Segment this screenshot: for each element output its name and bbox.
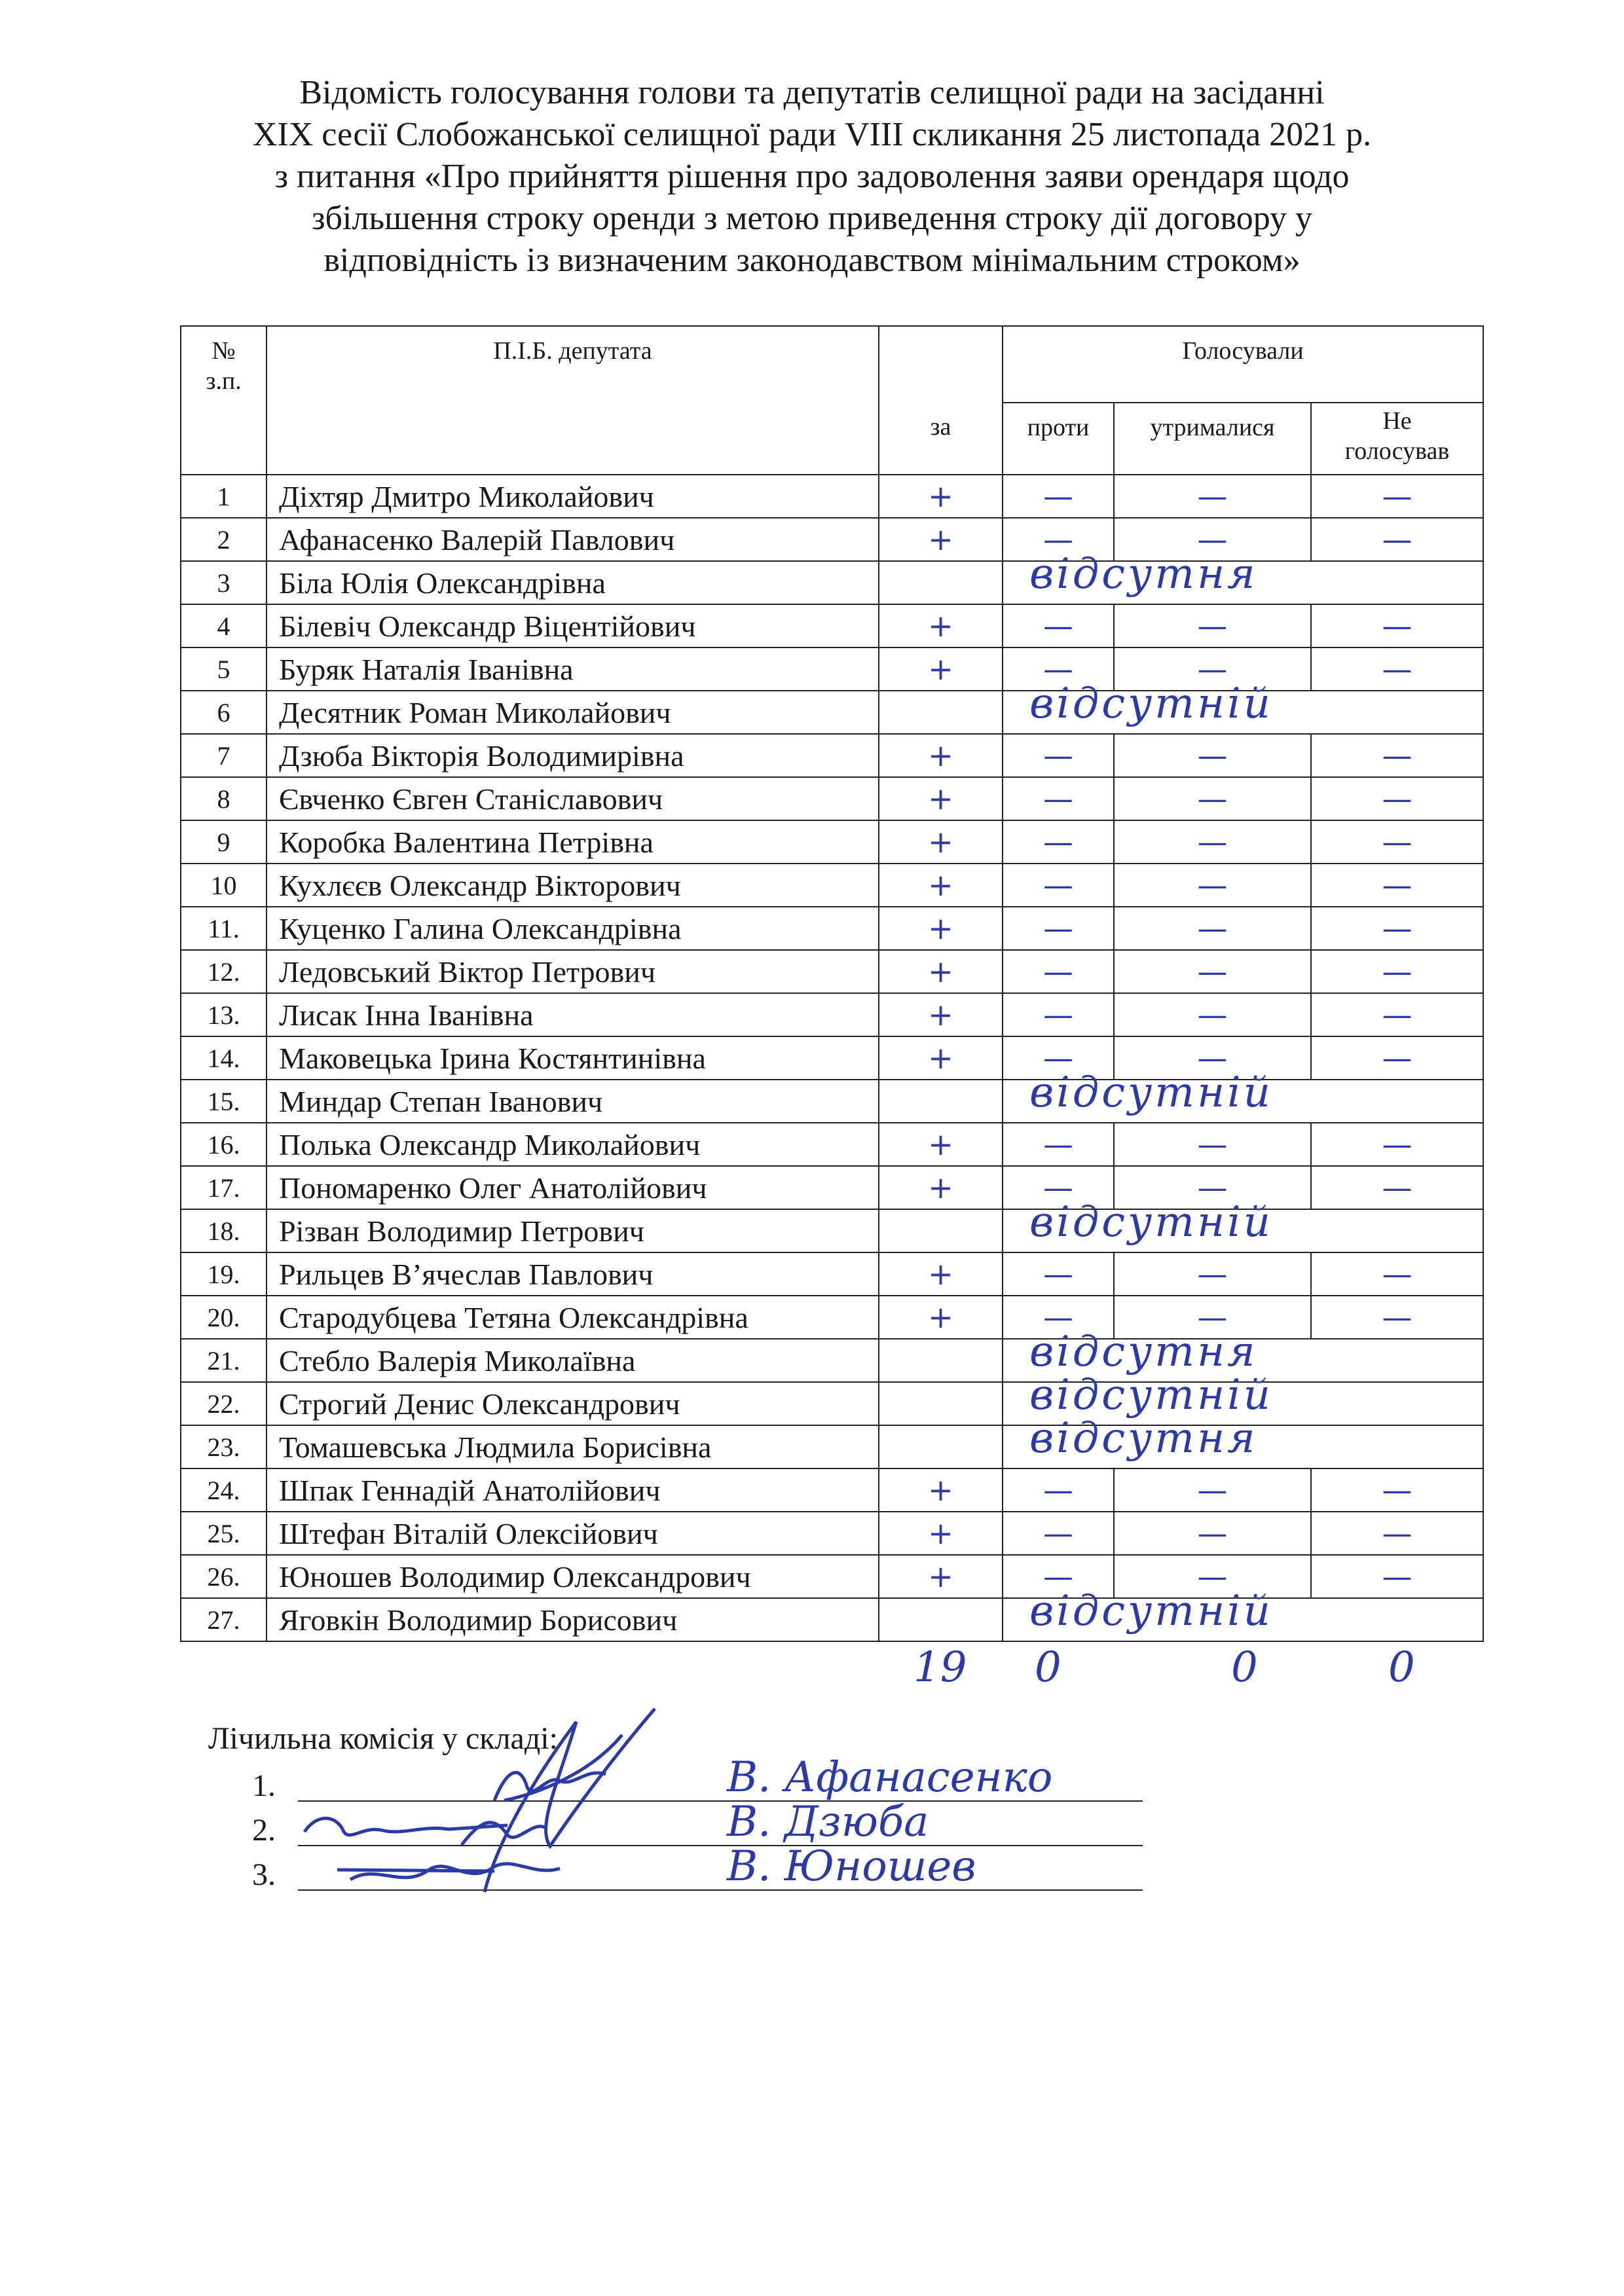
member-number: 3. (252, 1857, 276, 1892)
row-number: 26. (181, 1555, 267, 1598)
vote-for-mark: + (879, 1296, 1003, 1339)
table-row (181, 1209, 1483, 1252)
vote-for-mark: + (879, 864, 1003, 907)
row-number: 25. (181, 1512, 267, 1555)
vote-not-voted-mark: — (1311, 1555, 1483, 1598)
deputy-name: Куценко Галина Олександрівна (267, 907, 879, 950)
table-row (181, 1123, 1483, 1166)
table-row (181, 734, 1483, 777)
vote-against-mark: — (1003, 1123, 1114, 1166)
vote-not-voted-mark: — (1311, 864, 1483, 907)
deputy-name: Діхтяр Дмитро Миколайович (267, 475, 879, 518)
table-row (181, 1512, 1483, 1555)
vote-against-mark: — (1003, 864, 1114, 907)
deputy-name: Різван Володимир Петрович (267, 1209, 879, 1252)
row-number: 14. (181, 1036, 267, 1080)
heading-line-4: збільшення строку оренди з метою приведення строку дії договору у (311, 200, 1313, 237)
vote-for-mark: + (879, 1512, 1003, 1555)
vote-for-mark: + (879, 820, 1003, 864)
absent-cell (1003, 1198, 1483, 1252)
vote-against-mark: — (1003, 1512, 1114, 1555)
vote-for-cell (879, 1080, 1003, 1123)
table-row (181, 1425, 1483, 1468)
total-against: 0 (1035, 1643, 1061, 1692)
vote-against-mark: — (1003, 1555, 1114, 1598)
vote-not-voted-mark: — (1311, 1166, 1483, 1209)
member-number: 2. (252, 1813, 276, 1848)
table-row (181, 1382, 1483, 1425)
row-number: 8 (181, 777, 267, 820)
deputy-name: Ледовський Віктор Петрович (267, 950, 879, 993)
vote-abstained-mark: — (1114, 993, 1311, 1036)
vote-against-mark: — (1003, 1252, 1114, 1296)
vote-for-mark: + (879, 1123, 1003, 1166)
handwritten-absent-note: відсутній (1029, 680, 1273, 728)
vote-for-mark: + (879, 734, 1003, 777)
vote-for-cell (879, 691, 1003, 734)
row-number: 22. (181, 1382, 267, 1425)
vote-against-mark: — (1003, 777, 1114, 820)
heading-line-2: XIX сесії Слобожанської селищної ради VIII скликання 25 листопада 2021 р. (252, 116, 1372, 153)
vote-abstained-mark: — (1114, 647, 1311, 691)
heading-line-3: з питання «Про прийняття рішення про задоволення заяви орендаря щодо (274, 158, 1350, 195)
row-number: 19. (181, 1252, 267, 1296)
member-signer-name: В. Афанасенко (727, 1753, 1053, 1802)
handwritten-absent-note: відсутній (1029, 1371, 1273, 1419)
handwritten-absent-note: відсутня (1029, 550, 1258, 598)
vote-not-voted-mark: — (1311, 1123, 1483, 1166)
row-number: 10 (181, 864, 267, 907)
row-number: 17. (181, 1166, 267, 1209)
deputy-name: Дзюба Вікторія Володимирівна (267, 734, 879, 777)
header-voted: Голосували (1003, 326, 1483, 403)
row-number: 18. (181, 1209, 267, 1252)
vote-for-mark: + (879, 950, 1003, 993)
vote-against-mark: — (1003, 734, 1114, 777)
row-number: 12. (181, 950, 267, 993)
deputy-name: Лисак Інна Іванівна (267, 993, 879, 1036)
vote-against-mark: — (1003, 907, 1114, 950)
deputy-name: Яговкін Володимир Борисович (267, 1598, 879, 1641)
row-number: 23. (181, 1425, 267, 1468)
vote-for-mark: + (879, 777, 1003, 820)
deputy-name: Томашевська Людмила Борисівна (267, 1425, 879, 1468)
table-row (181, 561, 1483, 604)
vote-not-voted-mark: — (1311, 950, 1483, 993)
vote-abstained-mark: — (1114, 1123, 1311, 1166)
vote-not-voted-mark: — (1311, 647, 1483, 691)
row-number: 11. (181, 907, 267, 950)
table-row (181, 907, 1483, 950)
vote-against-mark: — (1003, 993, 1114, 1036)
absent-cell (1003, 1414, 1483, 1468)
row-number: 16. (181, 1123, 267, 1166)
table-row (181, 691, 1483, 734)
table-row (181, 950, 1483, 993)
row-number: 3 (181, 561, 267, 604)
vote-not-voted-mark: — (1311, 604, 1483, 647)
row-number: 9 (181, 820, 267, 864)
deputy-name: Коробка Валентина Петрівна (267, 820, 879, 864)
vote-for-mark: + (879, 518, 1003, 561)
table-row (181, 777, 1483, 820)
row-number: 13. (181, 993, 267, 1036)
vote-abstained-mark: — (1114, 734, 1311, 777)
vote-against-mark: — (1003, 604, 1114, 647)
deputy-name: Стародубцева Тетяна Олександрівна (267, 1296, 879, 1339)
table-row (181, 1598, 1483, 1641)
row-number: 21. (181, 1339, 267, 1382)
deputy-name: Юношев Володимир Олександрович (267, 1555, 879, 1598)
total-for: 19 (913, 1643, 967, 1692)
table-row (181, 475, 1483, 518)
vote-for-mark: + (879, 475, 1003, 518)
header-blank (879, 326, 1003, 403)
member-signer-name: В. Юношев (727, 1842, 976, 1891)
deputy-name: Миндар Степан Іванович (267, 1080, 879, 1123)
row-number: 7 (181, 734, 267, 777)
deputy-name: Штефан Віталій Олексійович (267, 1512, 879, 1555)
vote-against-mark: — (1003, 475, 1114, 518)
row-number: 20. (181, 1296, 267, 1339)
deputy-name: Строгий Денис Олександрович (267, 1382, 879, 1425)
table-row (181, 1555, 1483, 1598)
vote-against-mark: — (1003, 950, 1114, 993)
deputy-name: Стебло Валерія Миколаївна (267, 1339, 879, 1382)
vote-for-mark: + (879, 1555, 1003, 1598)
vote-abstained-mark: — (1114, 1036, 1311, 1080)
header-abstained: утрималися (1114, 403, 1311, 475)
table-row (181, 864, 1483, 907)
vote-for-cell (879, 1425, 1003, 1468)
deputy-name: Пономаренко Олег Анатолійович (267, 1166, 879, 1209)
vote-abstained-mark: — (1114, 1252, 1311, 1296)
voting-table (180, 325, 1484, 1642)
handwritten-absent-note: відсутній (1029, 1198, 1273, 1247)
vote-for-mark: + (879, 1468, 1003, 1512)
header-number-symbol: № (212, 337, 236, 365)
deputy-name: Полька Олександр Миколайович (267, 1123, 879, 1166)
vote-abstained-mark: — (1114, 864, 1311, 907)
row-number: 1 (181, 475, 267, 518)
table-row (181, 647, 1483, 691)
vote-abstained-mark: — (1114, 604, 1311, 647)
vote-for-mark: + (879, 1036, 1003, 1080)
vote-abstained-mark: — (1114, 1468, 1311, 1512)
vote-for-cell (879, 1382, 1003, 1425)
vote-not-voted-mark: — (1311, 1252, 1483, 1296)
row-number: 5 (181, 647, 267, 691)
vote-not-voted-mark: — (1311, 907, 1483, 950)
vote-abstained-mark: — (1114, 518, 1311, 561)
vote-for-mark: + (879, 604, 1003, 647)
handwritten-absent-note: відсутній (1029, 1587, 1273, 1635)
header-deputy-name: П.І.Б. депутата (267, 326, 879, 475)
vote-for-mark: + (879, 647, 1003, 691)
header-not-voted (1311, 403, 1483, 475)
vote-against-mark: — (1003, 1468, 1114, 1512)
deputy-name: Шпак Геннадій Анатолійович (267, 1468, 879, 1512)
row-number: 27. (181, 1598, 267, 1641)
header-not-voted-line2: голосував (1344, 437, 1450, 465)
header-number (181, 326, 267, 475)
row-number: 2 (181, 518, 267, 561)
row-number: 4 (181, 604, 267, 647)
vote-against-mark: — (1003, 1296, 1114, 1339)
deputy-name: Білевіч Олександр Віцентійович (267, 604, 879, 647)
table-row (181, 1080, 1483, 1123)
vote-abstained-mark: — (1114, 1166, 1311, 1209)
vote-for-mark: + (879, 907, 1003, 950)
vote-not-voted-mark: — (1311, 734, 1483, 777)
deputy-name: Рильцев В’ячеслав Павлович (267, 1252, 879, 1296)
vote-abstained-mark: — (1114, 1296, 1311, 1339)
table-row (181, 1252, 1483, 1296)
deputy-name: Кухлєєв Олександр Вікторович (267, 864, 879, 907)
vote-not-voted-mark: — (1311, 993, 1483, 1036)
vote-for-cell (879, 561, 1003, 604)
vote-for-mark: + (879, 1166, 1003, 1209)
heading-line-1: Відомість голосування голови та депутатів селищної ради на засіданні (299, 74, 1325, 111)
vote-against-mark: — (1003, 820, 1114, 864)
handwritten-absent-note: відсутня (1029, 1414, 1258, 1463)
header-number-abbr: з.п. (206, 367, 242, 395)
vote-not-voted-mark: — (1311, 518, 1483, 561)
handwritten-signature-flourish (406, 1696, 707, 1912)
absent-cell (1003, 680, 1483, 734)
deputy-name: Десятник Роман Миколайович (267, 691, 879, 734)
member-signer-name: В. Дзюба (727, 1798, 929, 1846)
total-abstained: 0 (1231, 1643, 1258, 1692)
header-for: за (879, 403, 1003, 475)
vote-for-mark: + (879, 1252, 1003, 1296)
deputy-name: Біла Юлія Олександрівна (267, 561, 879, 604)
handwritten-absent-note: відсутній (1029, 1068, 1273, 1117)
vote-not-voted-mark: — (1311, 820, 1483, 864)
absent-cell (1003, 1068, 1483, 1123)
vote-not-voted-mark: — (1311, 1468, 1483, 1512)
vote-not-voted-mark: — (1311, 1036, 1483, 1080)
header-not-voted-line1: Не (1382, 407, 1412, 435)
absent-cell (1003, 550, 1483, 604)
deputy-name: Маковецька Ірина Костянтинівна (267, 1036, 879, 1080)
table-header-row (181, 326, 1483, 403)
row-number: 6 (181, 691, 267, 734)
table-row (181, 1339, 1483, 1382)
table-row (181, 1468, 1483, 1512)
vote-abstained-mark: — (1114, 950, 1311, 993)
vote-not-voted-mark: — (1311, 475, 1483, 518)
row-number: 15. (181, 1080, 267, 1123)
table-row (181, 993, 1483, 1036)
deputy-name: Євченко Євген Станіславович (267, 777, 879, 820)
table-row (181, 1036, 1483, 1080)
vote-abstained-mark: — (1114, 1512, 1311, 1555)
table-row (181, 1166, 1483, 1209)
vote-abstained-mark: — (1114, 777, 1311, 820)
document-heading (164, 72, 1460, 282)
vote-for-cell (879, 1339, 1003, 1382)
total-not-voted: 0 (1388, 1643, 1415, 1692)
vote-abstained-mark: — (1114, 475, 1311, 518)
table-row (181, 820, 1483, 864)
deputy-name: Буряк Наталія Іванівна (267, 647, 879, 691)
table-body (181, 475, 1483, 1641)
vote-for-mark: + (879, 993, 1003, 1036)
member-number: 1. (252, 1768, 276, 1803)
heading-line-5: відповідність із визначеним законодавством мінімальним строком» (323, 242, 1301, 279)
handwritten-absent-note: відсутня (1029, 1328, 1258, 1376)
row-number: 24. (181, 1468, 267, 1512)
vote-against-mark: — (1003, 647, 1114, 691)
vote-not-voted-mark: — (1311, 1296, 1483, 1339)
header-against: проти (1003, 403, 1114, 475)
vote-for-cell (879, 1598, 1003, 1641)
vote-abstained-mark: — (1114, 820, 1311, 864)
vote-not-voted-mark: — (1311, 777, 1483, 820)
vote-abstained-mark: — (1114, 1555, 1311, 1598)
absent-cell (1003, 1587, 1483, 1641)
deputy-name: Афанасенко Валерій Павлович (267, 518, 879, 561)
vote-for-cell (879, 1209, 1003, 1252)
vote-abstained-mark: — (1114, 907, 1311, 950)
table-row (181, 1296, 1483, 1339)
vote-not-voted-mark: — (1311, 1512, 1483, 1555)
vote-against-mark: — (1003, 1166, 1114, 1209)
table-row (181, 518, 1483, 561)
vote-against-mark: — (1003, 1036, 1114, 1080)
table-row (181, 604, 1483, 647)
commission-label: Лічильна комісія у складі: (208, 1721, 558, 1756)
vote-against-mark: — (1003, 518, 1114, 561)
